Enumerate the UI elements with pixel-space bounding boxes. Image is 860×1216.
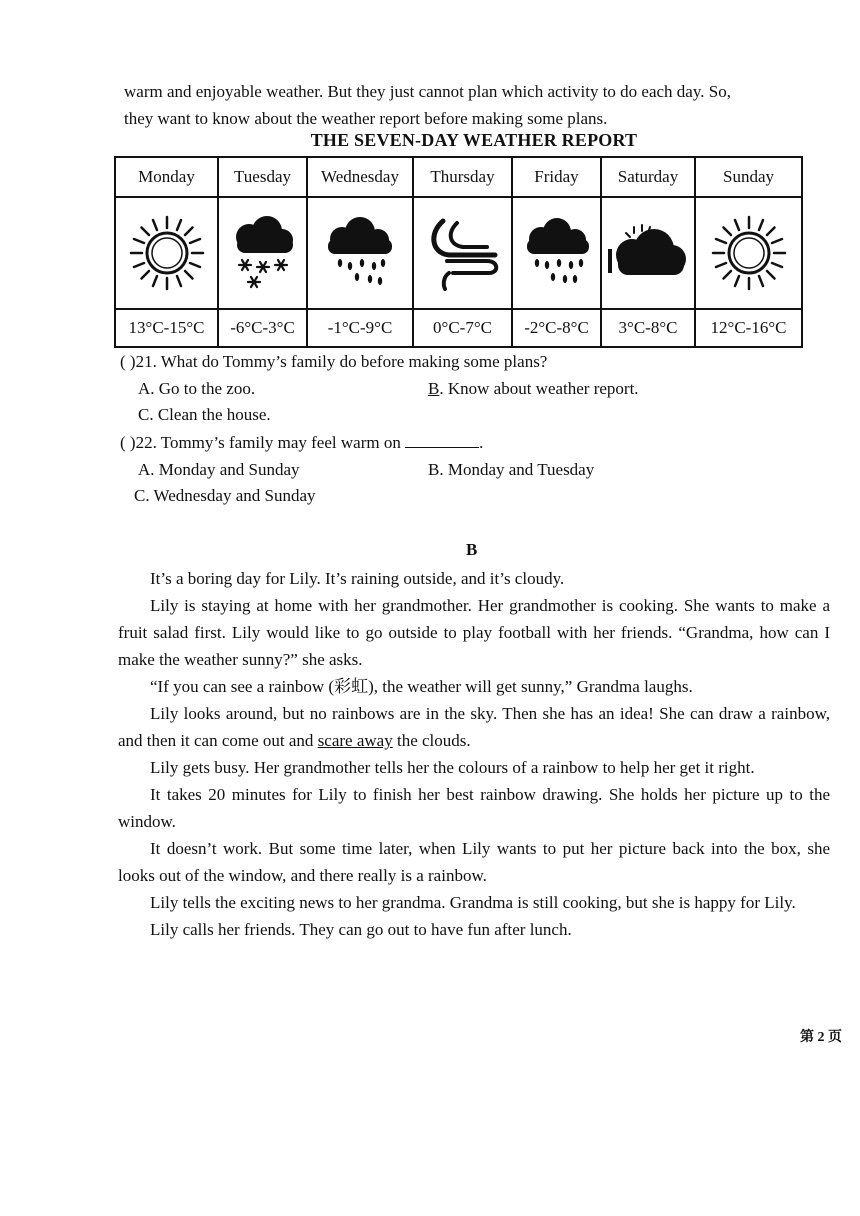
temp-sunday: 12°C-16°C [695,309,802,347]
question-22-option-c[interactable]: C. Wednesday and Sunday [134,486,316,505]
question-21-stem: ( )21. What do Tommy’s family do before making some plans? [120,352,548,371]
story-paragraph-6: It takes 20 minutes for Lily to finish her best rainbow drawing. She holds her picture up to the window. [118,785,830,831]
day-header-monday: Monday [115,157,218,197]
question-22-stem [120,431,483,455]
temp-wednesday: -1°C-9°C [307,309,413,347]
weather-report-title: THE SEVEN-DAY WEATHER REPORT [310,130,638,150]
story-paragraph-7: It doesn’t work. But some time later, when Lily wants to put her picture back into the box, she looks out of the window, and there really is a rainbow. [118,839,830,885]
day-header-saturday: Saturday [601,157,695,197]
story-paragraph-8: Lily tells the exciting news to her grandma. Grandma is still cooking, but she is happy for Lily. [150,893,796,912]
cloudy-icon [604,213,692,293]
story-p4-end: the clouds. [392,731,471,750]
story-paragraph-3: “If you can see a rainbow (彩虹), the weather will get sunny,” Grandma laughs. [150,677,693,696]
temp-thursday: 0°C-7°C [413,309,512,347]
weather-report-table [114,156,803,348]
option-b-text: . Know about weather report. [439,379,639,398]
story-paragraph-4 [118,700,830,754]
underlined-phrase: scare away [317,731,393,750]
weather-cell-wednesday [307,197,413,309]
day-header-wednesday: Wednesday [307,157,413,197]
temp-monday: 13°C-15°C [115,309,218,347]
reading-passage-b [118,565,830,943]
question-21-option-c[interactable]: C. Clean the house. [138,405,271,424]
answer-blank [405,432,479,448]
question-21-option-b[interactable] [428,377,639,401]
option-b-letter: B [428,379,440,398]
weather-cell-friday [512,197,601,309]
story-paragraph-9: Lily calls her friends. They can go out to have fun after lunch. [150,920,572,939]
day-header-thursday: Thursday [413,157,512,197]
question-22-option-b[interactable]: B. Monday and Tuesday [428,460,595,479]
temp-tuesday: -6°C-3°C [218,309,307,347]
day-header-tuesday: Tuesday [218,157,307,197]
weather-cell-monday [115,197,218,309]
intro-paragraph [124,78,836,132]
weather-cell-saturday [601,197,695,309]
section-b-heading: B [466,540,478,559]
intro-line-1: warm and enjoyable weather. But they just cannot plan which activity to do each day. So, [124,82,731,101]
wind-icon [423,213,503,293]
snow-icon [227,213,299,293]
weather-cell-thursday [413,197,512,309]
temp-friday: -2°C-8°C [512,309,601,347]
story-p4-start: Lily looks around, but no rainbows are in the sky. Then she has an idea! She can draw a rainbow, and then it can come out and [118,704,830,750]
intro-line-2: they want to know about the weather report before making some plans. [124,109,608,128]
rain-icon [320,213,400,293]
temp-saturday: 3°C-8°C [601,309,695,347]
day-header-friday: Friday [512,157,601,197]
story-paragraph-5: Lily gets busy. Her grandmother tells her the colours of a rainbow to help her get it right. [150,758,755,777]
question-21-option-a[interactable]: A. Go to the zoo. [138,379,256,398]
sun-icon [127,213,207,293]
story-paragraph-2: Lily is staying at home with her grandmother. Her grandmother is cooking. She wants to make a fruit salad first. Lily would like to go outside to play football with her friends. “Grandma, how can I make the weather sunny?” she asks. [118,596,830,669]
weather-cell-tuesday [218,197,307,309]
weather-cell-sunday [695,197,802,309]
question-22-stem-end: . [479,433,484,452]
rain-icon [519,213,595,293]
sun-icon [709,213,789,293]
page-number: 第 2 页 [800,1030,842,1045]
question-22-stem-text: ( )22. Tommy’s family may feel warm on [120,433,401,452]
question-22-option-a[interactable]: A. Monday and Sunday [138,460,300,479]
day-header-sunday: Sunday [695,157,802,197]
story-paragraph-1: It’s a boring day for Lily. It’s raining outside, and it’s cloudy. [150,569,565,588]
